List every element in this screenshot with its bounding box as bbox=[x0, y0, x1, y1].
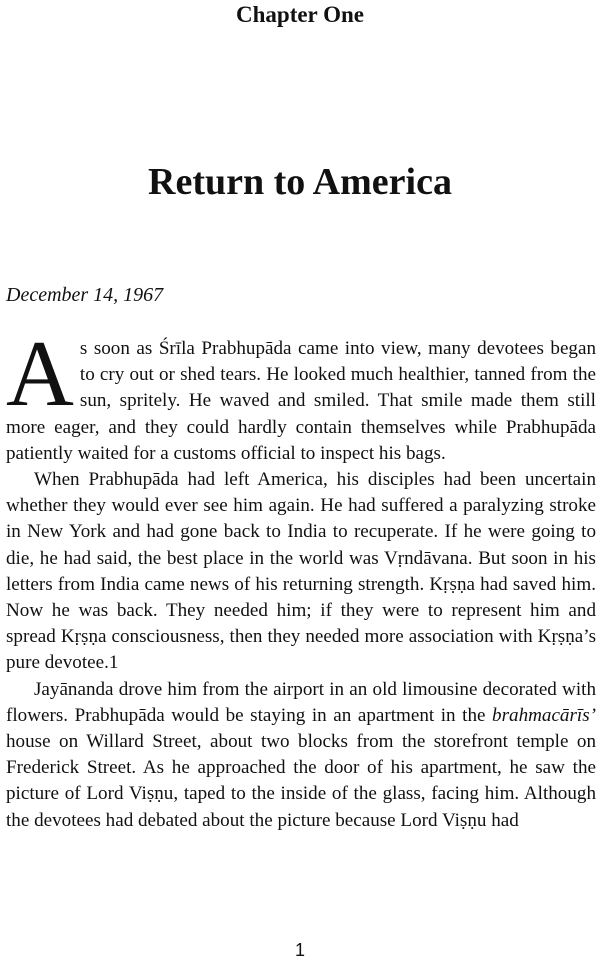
paragraph-3 bbox=[6, 677, 596, 834]
chapter-label: Chapter One bbox=[236, 2, 364, 27]
drop-cap: A bbox=[6, 322, 74, 426]
paragraph-2: When Prabhupāda had left America, his disciples had been uncertain whether they would ever see him again. He had suffered a paralyzing stroke in New York and had gone back to India to recuperate. If he were going to die, he had said, the best place in the world was Vṛndāvana. But soon in his letters from India came news of his returning strength. Kṛṣṇa had saved him. Now he was back. They needed him; if they were to represent him and spread Kṛṣṇa consciousness, then they needed more association with Kṛṣṇa’s pure devotee.1 bbox=[6, 469, 596, 674]
body-text bbox=[6, 322, 596, 834]
paragraph-1 bbox=[6, 322, 596, 467]
paragraph-3-text-end: house on Willard Street, about two blocks from the storefront temple on Frederick Street. As he approached the door of his apartment, he saw the picture of Lord Viṣṇu, taped to the inside of the glass, facing him. Although the devotees had debated about the picture because Lord Viṣṇu had bbox=[6, 731, 596, 831]
paragraph-3-italic-term: brahmacārīs’ bbox=[492, 704, 596, 726]
paragraph-1-text: s soon as Śrīla Prabhupāda came into view, many devotees began to cry out or shed tears. He looked much healthier, tanned from the sun, spritely. He waved and smiled. That smile made them still more eager, and they could hardly contain themselves while Prabhupāda patiently waited for a customs official to inspect his bags. bbox=[6, 338, 596, 464]
chapter-title: Return to America bbox=[148, 161, 452, 203]
page-number: 1 bbox=[294, 940, 305, 960]
paragraph-3-text-start: Jayānanda drove him from the airport in an old limousine decorated with flowers. Prabhupāda would be staying in an apartment in the bbox=[6, 678, 596, 726]
dateline: December 14, 1967 bbox=[6, 284, 164, 306]
